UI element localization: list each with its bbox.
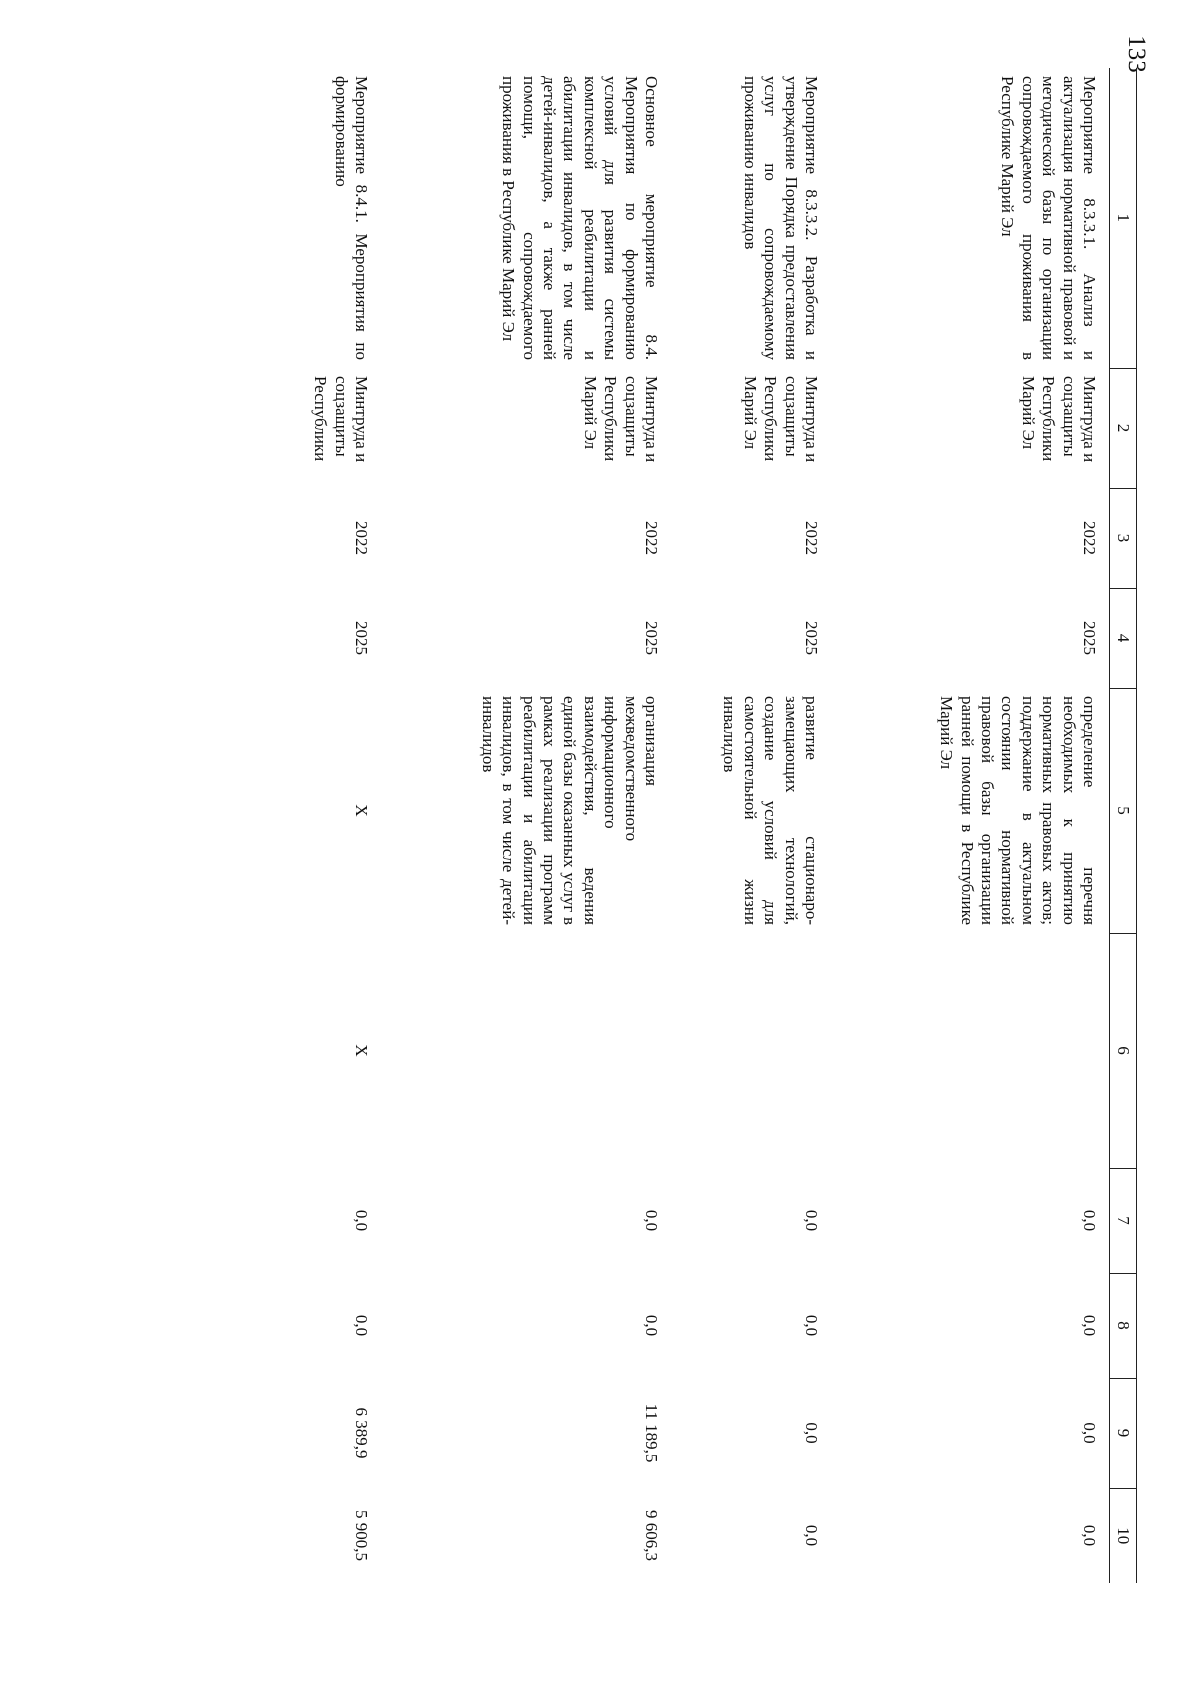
cell-end-year: 2025 <box>802 621 821 655</box>
cell-col8: 0,0 <box>352 1314 371 1337</box>
cell-col10: 0,0 <box>1080 1524 1099 1547</box>
cell-start-year: 2022 <box>642 521 661 555</box>
table-header-row <box>1110 68 1137 1583</box>
cell-activity: Мероприятие 8.4.1. Мероприятия по формированию <box>331 76 371 360</box>
table-row <box>161 68 381 1583</box>
col-header-2: 2 <box>1110 368 1137 488</box>
cell-col6 <box>671 933 831 1168</box>
cell-executor: Минтруда и соцзащиты Республики Марий Эл <box>740 376 821 463</box>
cell-col10: 0,0 <box>802 1524 821 1547</box>
table-row <box>381 68 671 1583</box>
cell-col6 <box>831 933 1110 1168</box>
table-row <box>671 68 831 1583</box>
cell-col7: 0,0 <box>642 1209 661 1232</box>
cell-col9: 6 389,9 <box>352 1407 371 1459</box>
cell-activity: Мероприятие 8.3.3.1. Анализ и актуализация нормативной правовой и методической базы по организации сопровождаемого проживания в Республике Марий Эл <box>998 76 1099 360</box>
cell-col10: 9 606,3 <box>642 1510 661 1561</box>
col-header-6: 6 <box>1110 933 1137 1168</box>
cell-end-year: 2025 <box>352 621 371 655</box>
page-number: 133 <box>1122 35 1150 73</box>
cell-end-year: 2025 <box>642 621 661 655</box>
cell-executor: Минтруда и соцзащиты Республики Марий Эл <box>580 376 661 463</box>
col-header-7: 7 <box>1110 1168 1137 1273</box>
cell-col8: 0,0 <box>1080 1314 1099 1337</box>
col-header-4: 4 <box>1110 588 1137 688</box>
cell-expected-result: организация межведомственного информационного взаимодействия, ведения единой базы оказанных услуг в рамках реализации программ реабилитации и абилитации инвалидов, в том числе детей-инвалидов <box>478 696 661 925</box>
cell-expected-result: развитие стационаро-замещающих технологий, создание условий для самостоятельной жизни инвалидов <box>720 696 821 925</box>
cell-col9: 0,0 <box>1080 1422 1099 1444</box>
cell-expected-result: Х <box>352 804 371 817</box>
cell-end-year: 2025 <box>1080 621 1099 655</box>
cell-executor: Минтруда и соцзащиты Республики <box>311 376 371 463</box>
cell-start-year: 2022 <box>1080 521 1099 555</box>
cell-col9: 0,0 <box>802 1422 821 1444</box>
col-header-10: 10 <box>1110 1488 1137 1583</box>
col-header-1: 1 <box>1110 68 1137 368</box>
cell-col7: 0,0 <box>352 1209 371 1232</box>
cell-start-year: 2022 <box>802 521 821 555</box>
col-header-5: 5 <box>1110 688 1137 933</box>
col-header-9: 9 <box>1110 1378 1137 1488</box>
table-row <box>831 68 1110 1583</box>
cell-col6: Х <box>352 1044 371 1057</box>
cell-expected-result: определение перечня необходимых к принятию нормативных правовых актов; поддержание в актуальном состоянии нормативной правовой базы организации ранней помощи в Республике Марий Эл <box>937 696 1099 925</box>
cell-col7: 0,0 <box>802 1209 821 1232</box>
cell-start-year: 2022 <box>352 521 371 555</box>
cell-col10: 5 900,5 <box>352 1510 371 1561</box>
program-activities-table <box>161 68 1137 1583</box>
col-header-8: 8 <box>1110 1273 1137 1378</box>
cell-col7: 0,0 <box>1080 1209 1099 1232</box>
cell-activity: Мероприятие 8.3.3.2. Разработка и утверждение Порядка предоставления услуг по сопровождаемому проживанию инвалидов <box>740 76 821 360</box>
cell-col9: 11 189,5 <box>642 1403 661 1463</box>
cell-executor: Минтруда и соцзащиты Республики Марий Эл <box>1018 376 1099 463</box>
cell-col8: 0,0 <box>802 1314 821 1337</box>
cell-activity: Основное мероприятие 8.4. Мероприятия по формированию условий для развития системы комплексной реабилитации и абилитации инвалидов, в том числе детей-инвалидов, а также ранней помощи, сопровождаемого проживания в Республике Марий Эл <box>499 76 661 360</box>
col-header-3: 3 <box>1110 488 1137 588</box>
cell-col8: 0,0 <box>642 1314 661 1337</box>
cell-col6 <box>381 933 671 1168</box>
